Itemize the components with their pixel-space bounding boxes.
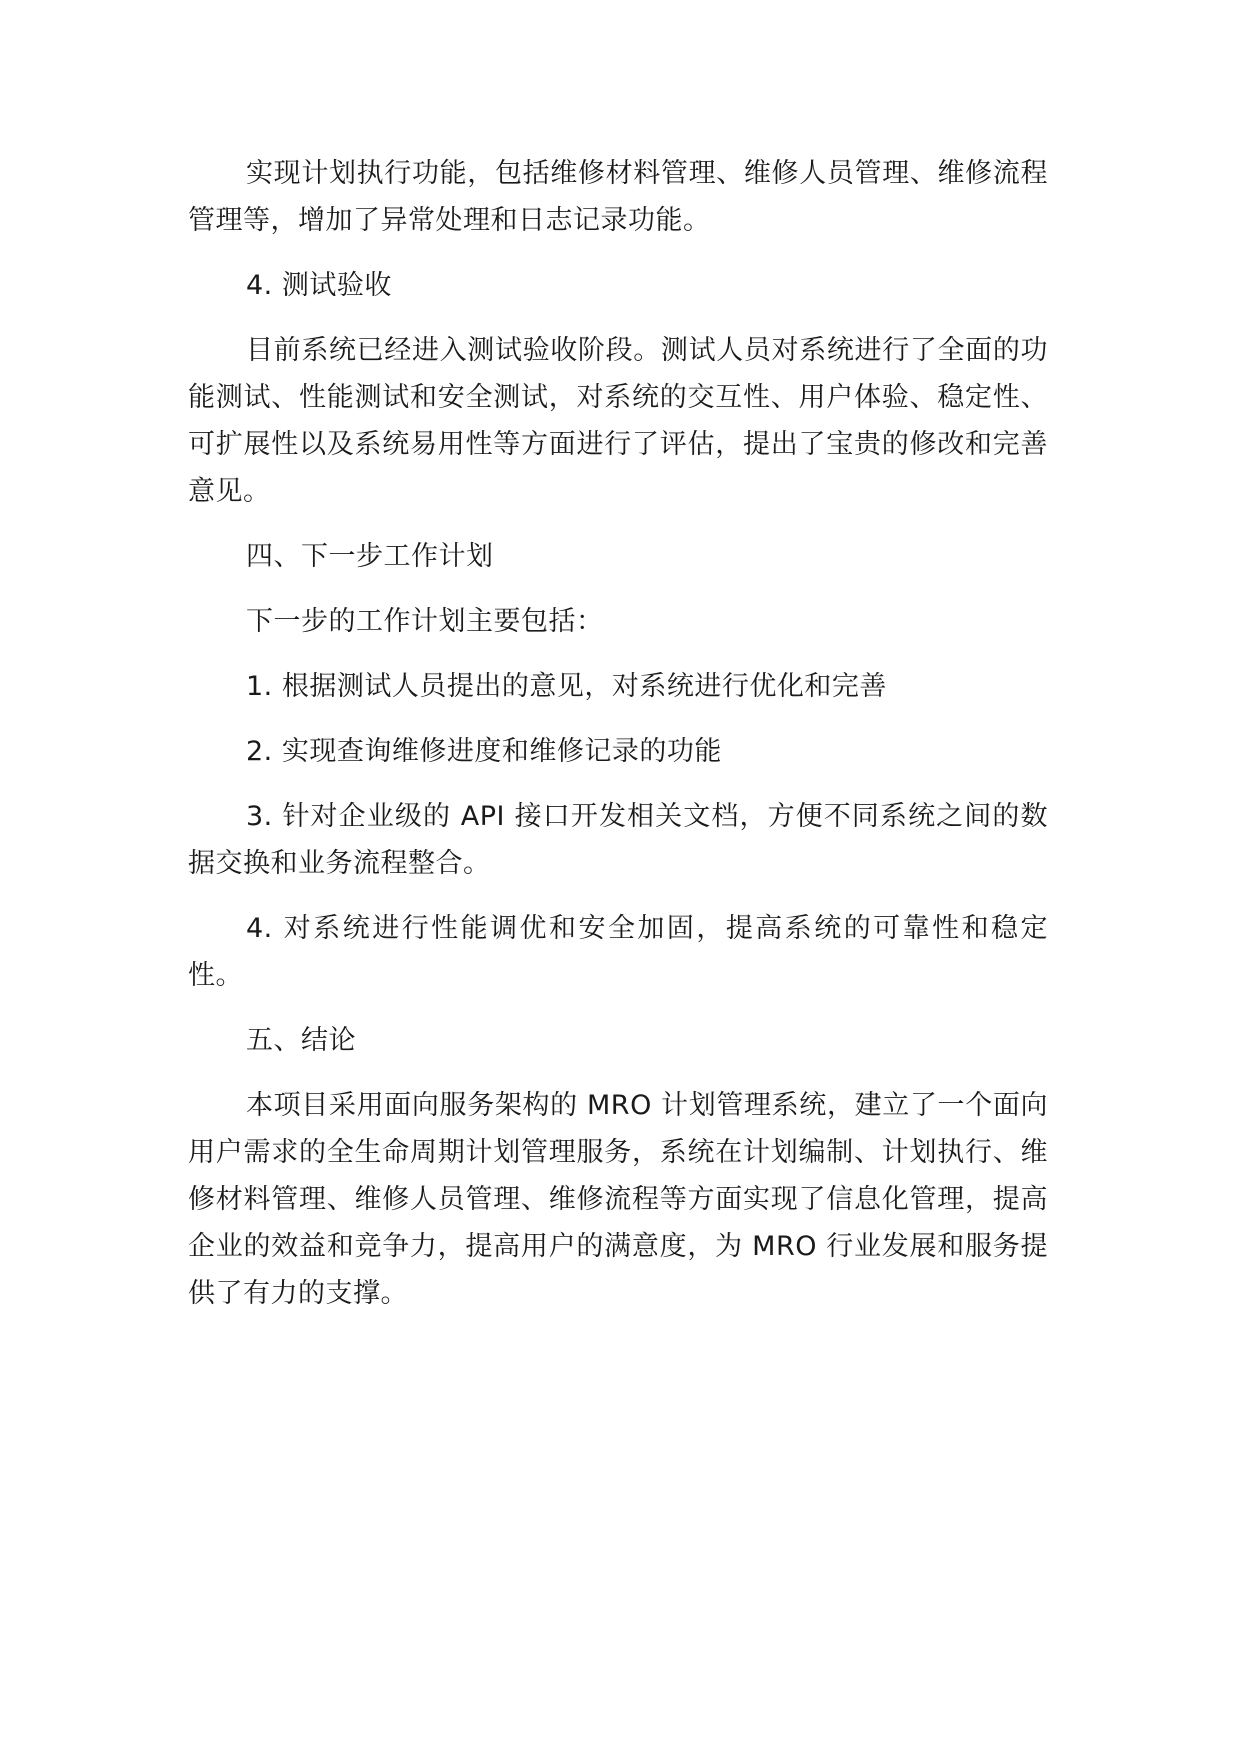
heading-next-steps: 四、下一步工作计划 — [246, 541, 494, 572]
paragraph-conclusion: 本项目采用面向服务架构的 MRO 计划管理系统，建立了一个面向用户需求的全生命周期计划管理服务，系统在计划编制、计划执行、维修材料管理、维修人员管理、维修流程等方面实现了信息化管理，提高企业的效益和竞争力，提高用户的满意度，为 MRO 行业发展和服务提供了有力的支撑。 — [188, 1090, 1048, 1309]
heading-test-acceptance: 4. 测试验收 — [246, 270, 392, 301]
paragraph-next-steps-intro: 下一步的工作计划主要包括： — [246, 606, 604, 637]
paragraph-test-acceptance: 目前系统已经进入测试验收阶段。测试人员对系统进行了全面的功能测试、性能测试和安全测试，对系统的交互性、用户体验、稳定性、可扩展性以及系统易用性等方面进行了评估，提出了宝贵的修改和完善意见。 — [188, 335, 1048, 507]
list-item-3: 3. 针对企业级的 API 接口开发相关文档，方便不同系统之间的数据交换和业务流程整合。 — [188, 801, 1048, 879]
heading-conclusion: 五、结论 — [246, 1025, 356, 1056]
document-body — [188, 150, 1048, 1335]
list-item-4: 4. 对系统进行性能调优和安全加固，提高系统的可靠性和稳定性。 — [188, 913, 1048, 991]
list-item-1: 1. 根据测试人员提出的意见，对系统进行优化和完善 — [246, 671, 887, 702]
list-item-2: 2. 实现查询维修进度和维修记录的功能 — [246, 736, 722, 767]
paragraph-plan-execution: 实现计划执行功能，包括维修材料管理、维修人员管理、维修流程管理等，增加了异常处理和日志记录功能。 — [188, 158, 1048, 236]
